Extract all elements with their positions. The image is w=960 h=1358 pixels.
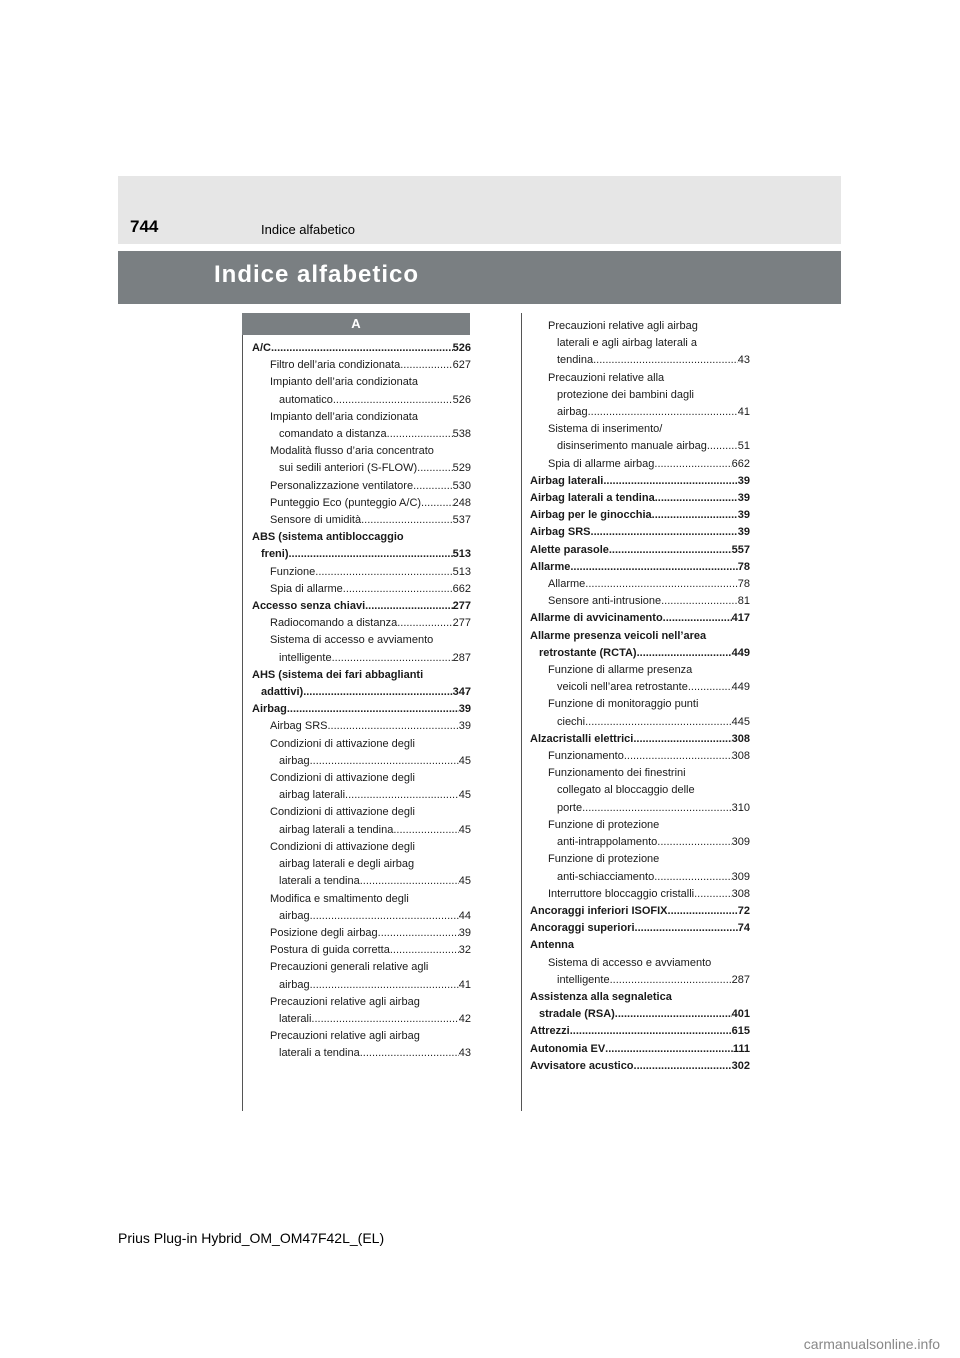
index-entry (530, 800, 750, 817)
index-entry-line: Precauzioni relative agli airbag (270, 995, 420, 1008)
index-entry-term: airbag (279, 909, 310, 922)
index-entry-leader (397, 615, 452, 632)
index-entry (252, 460, 471, 477)
index-entry-leader (570, 559, 737, 576)
index-entry-page: 78 (737, 578, 750, 591)
index-entry-line: Impianto dell’aria condizionata (270, 410, 418, 423)
index-entry (530, 473, 750, 490)
index-entry (530, 610, 750, 627)
index-entry-term: Allarme di avvicinamento (530, 612, 663, 625)
index-entry-term: intelligente (279, 651, 332, 664)
index-entry-page: 308 (731, 887, 750, 900)
index-entry-page: 662 (452, 582, 471, 595)
index-entry-page: 39 (458, 720, 471, 733)
index-entry (530, 438, 750, 455)
index-entry-line: Antenna (530, 939, 574, 952)
index-entry-page: 302 (731, 1059, 750, 1072)
index-entry-page: 513 (452, 565, 471, 578)
index-entry-term: Radiocomando a distanza (270, 617, 398, 630)
index-entry-line: Condizioni di attivazione degli (270, 806, 415, 819)
index-entry-line: Modalità flusso d’aria concentrato (270, 445, 434, 458)
index-entry-term: Avvisatore acustico (530, 1059, 634, 1072)
index-entry-term: Airbag laterali (530, 474, 604, 487)
index-entry-page: 72 (737, 904, 750, 917)
index-entry-term: airbag (557, 406, 588, 419)
index-entry-leader (610, 972, 732, 989)
index-entry-leader (591, 524, 738, 541)
index-entry-leader (421, 495, 453, 512)
index-entry-term: Funzione (270, 565, 316, 578)
index-entry-leader (310, 753, 459, 770)
index-entry-term: tendina (557, 354, 594, 367)
index-entry-line: Funzione di protezione (548, 853, 660, 866)
index-entry-line: laterali e agli airbag laterali a (557, 337, 698, 350)
index-entry-term: Allarme (548, 578, 586, 591)
index-entry-leader (657, 834, 731, 851)
index-entry (530, 886, 750, 903)
index-entry-leader (345, 787, 459, 804)
footer-document-id: Prius Plug-in Hybrid_OM_OM47F42L_(EL) (118, 1230, 385, 1246)
index-entry-term: Airbag (252, 703, 287, 716)
page-title: Indice alfabetico (214, 261, 420, 288)
index-entry-term: Sensore anti-intrusione (548, 595, 662, 608)
index-entry-term: disinserimento manuale airbag (557, 440, 707, 453)
page-number: 744 (130, 217, 159, 236)
index-entry (252, 340, 471, 357)
index-entry-leader (588, 404, 738, 421)
index-entry-leader (654, 456, 731, 473)
index-entry-term: Interruttore bloccaggio cristalli (548, 887, 695, 900)
index-entry-page: 39 (458, 703, 471, 716)
index-entry (530, 507, 750, 524)
index-entry-page: 401 (731, 1008, 750, 1021)
index-entry-term: adattivi) (261, 686, 304, 699)
index-entry-page: 445 (731, 715, 750, 728)
index-entry-page: 45 (458, 789, 471, 802)
index-entry (530, 1023, 750, 1040)
index-entry-term: Airbag per le ginocchia (530, 509, 652, 522)
index-entry-term: ciechi (557, 715, 586, 728)
watermark: carmanualsonline.info (803, 1336, 940, 1352)
index-entry-term: Attrezzi (530, 1025, 570, 1038)
index-entry (530, 920, 750, 937)
index-entry-line: Condizioni di attivazione degli (270, 772, 415, 785)
index-entry (530, 972, 750, 989)
header-band (118, 176, 841, 244)
section-letter-header: A (242, 313, 470, 335)
index-entry-term: anti-intrappolamento (557, 836, 658, 849)
index-entry-page: 308 (731, 732, 750, 745)
index-entry-page: 44 (458, 909, 471, 922)
index-entry-leader (570, 1023, 732, 1040)
index-entry-page: 417 (731, 612, 750, 625)
index-entry (252, 718, 471, 735)
index-entry-page: 449 (731, 681, 750, 694)
index-entry-leader (603, 473, 737, 490)
index-entry-term: Ancoraggi superiori (530, 922, 635, 935)
index-entry (530, 1058, 750, 1075)
index-entry (252, 925, 471, 942)
running-title: Indice alfabetico (261, 222, 355, 237)
index-entry-page: 74 (737, 922, 750, 935)
index-entry-line: Funzionamento dei finestrini (548, 767, 686, 780)
index-entry-leader (332, 650, 453, 667)
index-entry (530, 456, 750, 473)
index-entry-term: automatico (279, 393, 333, 406)
index-entry-page: 43 (458, 1047, 471, 1060)
index-entry-page: 39 (737, 492, 750, 505)
index-entry-leader (287, 701, 459, 718)
index-entry-term: airbag (279, 754, 310, 767)
index-entry-leader (400, 357, 452, 374)
index-entry-leader (271, 340, 453, 357)
index-entry-leader (633, 731, 731, 748)
index-entry-leader (315, 564, 452, 581)
index-entry-term: airbag laterali (279, 789, 346, 802)
index-entry (252, 977, 471, 994)
index-entry-page: 39 (737, 526, 750, 539)
index-entry-line: Condizioni di attivazione degli (270, 737, 415, 750)
index-entry (252, 822, 471, 839)
index-entry-term: comandato a distanza (279, 428, 387, 441)
index-entry-page: 449 (731, 646, 750, 659)
index-entry-line: Funzione di protezione (548, 818, 660, 831)
index-entry-leader (634, 1058, 732, 1075)
index-entry-leader (360, 873, 459, 890)
index-entry-line: Precauzioni relative agli airbag (270, 1030, 420, 1043)
index-entry-leader (609, 542, 732, 559)
index-entry (530, 869, 750, 886)
index-entry (252, 787, 471, 804)
index-entry-term: intelligente (557, 973, 610, 986)
index-entry-term: Airbag SRS (270, 720, 328, 733)
index-entry-page: 111 (732, 1042, 750, 1055)
index-entry-term: Ancoraggi inferiori ISOFIX (530, 904, 668, 917)
index-entry (252, 753, 471, 770)
index-entry-line: Funzione di allarme presenza (548, 664, 693, 677)
index-entry (252, 357, 471, 374)
index-entry-leader (310, 908, 459, 925)
index-entry-page: 530 (452, 479, 471, 492)
index-column-1 (252, 340, 471, 1063)
index-entry-term: freni) (261, 548, 289, 561)
index-entry (252, 392, 471, 409)
index-entry (530, 748, 750, 765)
index-entry (252, 1011, 471, 1028)
index-entry-leader (655, 490, 738, 507)
index-entry (530, 352, 750, 369)
index-entry-leader (624, 748, 732, 765)
index-entry-term: Alette parasole (530, 543, 609, 556)
index-entry-page: 526 (452, 342, 471, 354)
index-entry-page: 310 (731, 801, 750, 814)
index-entry-term: Accesso senza chiavi (252, 600, 366, 613)
index-entry-page: 287 (731, 973, 750, 986)
index-entry (252, 478, 471, 495)
index-entry-leader (688, 679, 732, 696)
index-entry-leader (311, 1011, 458, 1028)
index-entry-page: 513 (452, 548, 471, 561)
index-entry-term: porte (557, 801, 583, 814)
index-entry-page: 51 (737, 440, 750, 453)
index-entry-leader (303, 684, 452, 701)
index-entry-leader (361, 512, 453, 529)
index-entry (530, 645, 750, 662)
index-entry-term: laterali (279, 1012, 312, 1025)
index-entry-page: 42 (458, 1012, 471, 1025)
index-entry-leader (327, 718, 458, 735)
index-entry-page: 627 (452, 359, 471, 372)
index-entry-term: Sensore di umidità (270, 514, 362, 527)
index-entry-line: ABS (sistema antibloccaggio (252, 531, 404, 544)
index-entry-term: Filtro dell’aria condizionata (270, 359, 401, 372)
index-entry-term: Airbag SRS (530, 526, 591, 539)
index-entry-line: collegato al bloccaggio delle (557, 784, 695, 797)
index-entry-line: Precauzioni generali relative agli (270, 961, 429, 974)
index-entry-page: 308 (731, 750, 750, 763)
index-entry (530, 490, 750, 507)
index-entry-leader (615, 1006, 732, 1023)
index-entry (252, 701, 471, 718)
index-entry (530, 542, 750, 559)
index-entry-page: 41 (458, 978, 471, 991)
index-column-2 (530, 318, 750, 1075)
index-entry-page: 557 (731, 543, 750, 556)
index-entry-term: laterali a tendina (279, 1047, 360, 1060)
index-entry-page: 538 (452, 428, 471, 441)
index-entry (530, 834, 750, 851)
index-entry-leader (707, 438, 738, 455)
index-entry (252, 684, 471, 701)
index-entry (530, 559, 750, 576)
index-entry-term: Funzionamento (548, 750, 624, 763)
index-entry-page: 45 (458, 823, 471, 836)
index-entry-leader (365, 598, 453, 615)
index-entry (252, 615, 471, 632)
index-entry-leader (635, 920, 738, 937)
index-entry-page: 526 (452, 393, 471, 406)
index-entry-page: 309 (731, 836, 750, 849)
index-entry-term: Autonomia EV (530, 1042, 606, 1055)
index-entry (252, 564, 471, 581)
index-entry-line: Condizioni di attivazione degli (270, 840, 415, 853)
index-entry-page: 277 (452, 600, 471, 613)
index-entry (252, 650, 471, 667)
index-entry-line: protezione dei bambini dagli (557, 388, 694, 401)
index-entry-leader (694, 886, 732, 903)
index-entry-leader (333, 392, 453, 409)
index-entry (252, 495, 471, 512)
index-entry (530, 714, 750, 731)
index-entry (252, 546, 471, 563)
index-entry-leader (387, 426, 453, 443)
index-entry-line: Allarme presenza veicoli nell’area (530, 629, 707, 642)
index-entry (252, 942, 471, 959)
index-entry-term: laterali a tendina (279, 875, 360, 888)
index-entry (530, 679, 750, 696)
index-entry-line: Modifica e smaltimento degli (270, 892, 409, 905)
index-entry (530, 404, 750, 421)
index-entry-leader (343, 581, 453, 598)
index-entry-leader (582, 800, 732, 817)
index-entry-term: Allarme (530, 560, 571, 573)
index-entry-page: 78 (737, 560, 750, 573)
index-entry-leader (585, 714, 732, 731)
index-entry-term: Personalizzazione ventilatore (270, 479, 414, 492)
index-entry-term: A/C (252, 342, 271, 354)
index-entry-leader (289, 546, 453, 563)
index-entry (252, 512, 471, 529)
index-entry (252, 426, 471, 443)
index-entry-term: veicoli nell’area retrostante (557, 681, 688, 694)
index-entry (530, 903, 750, 920)
index-entry-page: 248 (452, 496, 471, 509)
index-entry-line: Sistema di inserimento/ (548, 423, 663, 436)
index-entry-line: Impianto dell’aria condizionata (270, 376, 418, 389)
index-entry-leader (360, 1045, 459, 1062)
index-entry-page: 45 (458, 875, 471, 888)
index-entry-term: sui sedili anteriori (S-FLOW) (279, 462, 418, 475)
index-entry (530, 1041, 750, 1058)
index-entry-leader (417, 460, 453, 477)
index-entry (252, 873, 471, 890)
index-entry-line: Sistema di accesso e avviamento (548, 956, 712, 969)
index-entry-leader (605, 1041, 733, 1058)
index-entry-page: 39 (737, 474, 750, 487)
index-entry-term: Spia di allarme airbag (548, 457, 655, 470)
index-entry-leader (637, 645, 732, 662)
column-divider-middle (521, 313, 522, 1111)
index-entry-line: Precauzioni relative alla (548, 371, 665, 384)
index-entry-page: 277 (452, 617, 471, 630)
index-entry (252, 598, 471, 615)
index-entry-page: 529 (452, 462, 471, 475)
index-entry-page: 662 (731, 457, 750, 470)
index-entry-term: Alzacristalli elettrici (530, 732, 634, 745)
index-entry-line: airbag laterali e degli airbag (279, 858, 415, 871)
index-entry-leader (585, 576, 737, 593)
index-entry-leader (390, 942, 459, 959)
index-entry-term: Spia di allarme (270, 582, 343, 595)
index-entry-page: 43 (737, 354, 750, 367)
column-divider-left (242, 335, 243, 1111)
index-entry-page: 287 (452, 651, 471, 664)
index-entry-leader (310, 977, 459, 994)
index-entry-leader (378, 925, 459, 942)
index-entry-leader (668, 903, 738, 920)
index-entry (530, 1006, 750, 1023)
index-entry-leader (663, 610, 732, 627)
index-entry (252, 908, 471, 925)
index-entry-page: 615 (731, 1025, 750, 1038)
index-entry-page: 537 (452, 514, 471, 527)
index-entry-line: AHS (sistema dei fari abbaglianti (252, 668, 424, 681)
index-entry-leader (652, 507, 738, 524)
index-entry-leader (593, 352, 738, 369)
index-entry (530, 731, 750, 748)
index-entry-term: stradale (RSA) (539, 1008, 615, 1021)
index-entry-line: Funzione di monitoraggio punti (548, 698, 699, 711)
index-entry-page: 32 (458, 944, 471, 957)
index-entry (530, 576, 750, 593)
index-entry-line: Precauzioni relative agli airbag (548, 320, 698, 332)
index-entry (530, 524, 750, 541)
index-entry-page: 347 (452, 686, 471, 699)
index-entry-leader (661, 593, 738, 610)
index-entry-term: Punteggio Eco (punteggio A/C) (270, 496, 422, 509)
index-entry-line: Sistema di accesso e avviamento (270, 634, 434, 647)
index-entry-leader (413, 478, 453, 495)
index-entry-term: Posizione degli airbag (270, 926, 378, 939)
index-entry-term: Airbag laterali a tendina (530, 492, 655, 505)
index-entry-term: airbag laterali a tendina (279, 823, 394, 836)
index-entry-term: anti-schiacciamento (557, 870, 655, 883)
index-entry-term: airbag (279, 978, 310, 991)
index-entry-term: retrostante (RCTA) (539, 646, 637, 659)
index-entry-page: 39 (737, 509, 750, 522)
index-entry-term: Postura di guida corretta (270, 944, 390, 957)
index-entry-leader (654, 869, 731, 886)
index-entry-page: 41 (737, 406, 750, 419)
index-entry-leader (393, 822, 458, 839)
index-entry-page: 45 (458, 754, 471, 767)
index-entry (530, 593, 750, 610)
index-entry-page: 309 (731, 870, 750, 883)
index-entry-line: Assistenza alla segnaletica (530, 990, 672, 1003)
index-entry (252, 1045, 471, 1062)
index-entry-page: 39 (458, 926, 471, 939)
index-entry (252, 581, 471, 598)
index-entry-page: 81 (737, 595, 750, 608)
